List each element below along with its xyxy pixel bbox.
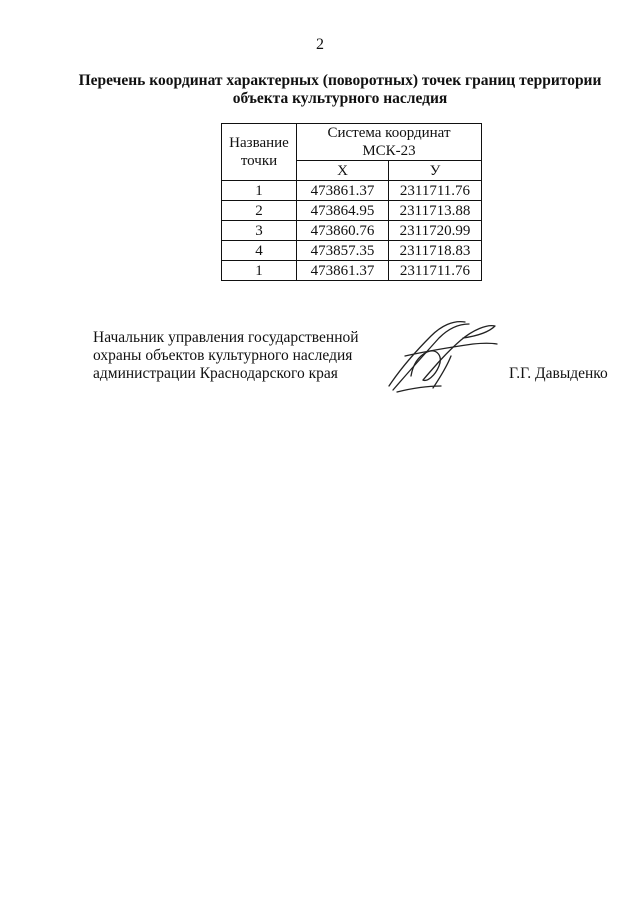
signatory-name: Г.Г. Давыденко — [509, 365, 608, 382]
cell-point: 1 — [222, 181, 297, 201]
cell-point: 1 — [222, 261, 297, 281]
cell-y: 2311711.76 — [389, 181, 482, 201]
cell-x: 473860.76 — [297, 221, 389, 241]
table-row — [222, 181, 482, 201]
cell-y: 2311713.88 — [389, 201, 482, 221]
header-point-name — [222, 124, 297, 181]
document-title-line-2: объекта культурного наследия — [232, 90, 448, 107]
cell-y: 2311711.76 — [389, 261, 482, 281]
page-number: 2 — [316, 36, 324, 53]
header-y: У — [389, 161, 482, 181]
header-coordinate-system-line-2: МСК-23 — [362, 143, 416, 159]
cell-point: 2 — [222, 201, 297, 221]
document-title-line-1: Перечень координат характерных (поворотных) точек границ территории — [78, 72, 602, 89]
table-row — [222, 201, 482, 221]
table-row — [222, 221, 482, 241]
table-row — [222, 261, 482, 281]
cell-y: 2311720.99 — [389, 221, 482, 241]
cell-y: 2311718.83 — [389, 241, 482, 261]
table-row — [222, 241, 482, 261]
header-coordinate-system — [297, 124, 482, 161]
header-point-name-text: Название точки — [229, 135, 289, 169]
cell-point: 4 — [222, 241, 297, 261]
signatory-position-line-3: администрации Краснодарского края — [93, 365, 338, 382]
handwritten-signature — [383, 316, 503, 396]
cell-x: 473864.95 — [297, 201, 389, 221]
cell-point: 3 — [222, 221, 297, 241]
cell-x: 473857.35 — [297, 241, 389, 261]
header-coordinate-system-line-1: Система координат — [327, 125, 451, 141]
cell-x: 473861.37 — [297, 181, 389, 201]
document-title — [60, 72, 620, 108]
signatory-position — [93, 329, 359, 383]
signatory-position-line-1: Начальник управления государственной — [93, 329, 359, 346]
header-x: Х — [297, 161, 389, 181]
coordinates-table — [221, 123, 482, 281]
signatory-position-line-2: охраны объектов культурного наследия — [93, 347, 353, 364]
cell-x: 473861.37 — [297, 261, 389, 281]
